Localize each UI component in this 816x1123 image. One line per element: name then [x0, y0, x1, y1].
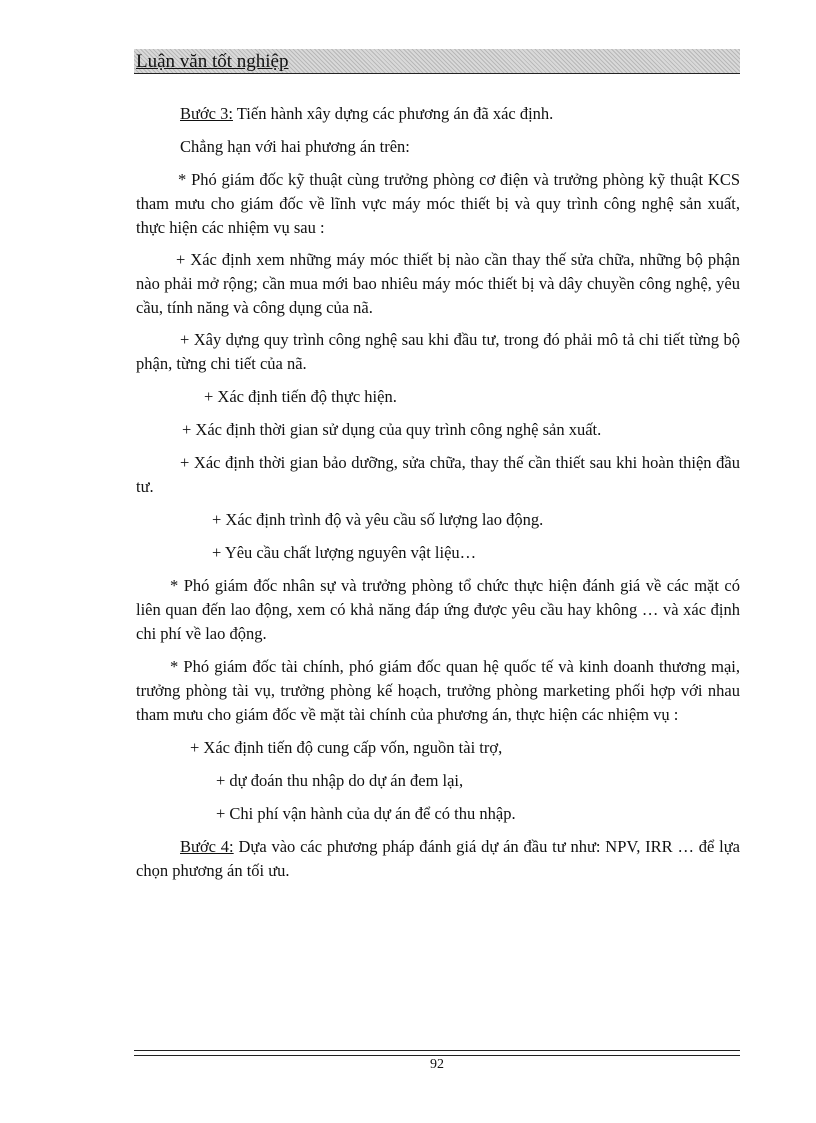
task-item-materials: + Yêu cầu chất lượng nguyên vật liệu…	[212, 543, 477, 562]
step-3-paragraph	[136, 102, 740, 126]
header-title: Luận văn tốt nghiệp	[136, 51, 289, 72]
step-3-label: Bước 3:	[180, 104, 233, 123]
task-item-operating-cost: + Chi phí vận hành của dự án để có thu nhập.	[216, 804, 516, 823]
task-item-labor-level: + Xác định trình độ và yêu cầu số lượng lao động.	[212, 510, 544, 529]
task-item-equipment: + Xác định xem những máy móc thiết bị nào cần thay thế sửa chữa, những bộ phận nào phải mở rộng; cần mua mới bao nhiêu máy móc thiết bị và dây chuyền công nghệ, yêu cầu, tính năng và công dụng của nã.	[136, 250, 740, 317]
task-item-funding: + Xác định tiến độ cung cấp vốn, nguồn tài trợ,	[190, 738, 503, 757]
task-item-process: + Xây dựng quy trình công nghệ sau khi đầu tư, trong đó phải mô tả chi tiết từng bộ phận, từng chi tiết của nã.	[136, 330, 740, 373]
step-3-text: Tiến hành xây dựng các phương án đã xác định.	[232, 104, 554, 123]
technical-director-paragraph: * Phó giám đốc kỹ thuật cùng trưởng phòng cơ điện và trưởng phòng kỹ thuật KCS tham mưu cho giám đốc về lĩnh vực máy móc thiết bị và quy trình công nghệ sản xuất, thực hiện các nhiệm vụ sau :	[136, 170, 740, 237]
task-item-income-forecast: + dự đoán thu nhập do dự án đem lại,	[216, 771, 464, 790]
task-item-maintenance: + Xác định thời gian bảo dưỡng, sửa chữa, thay thế cần thiết sau khi hoàn thiện đầu tư.	[136, 453, 740, 496]
task-item-usage-time: + Xác định thời gian sử dụng của quy trình công nghệ sản xuất.	[182, 420, 602, 439]
hr-director-paragraph: * Phó giám đốc nhân sự và trưởng phòng tổ chức thực hiện đánh giá về các mặt có liên quan đến lao động, xem có khả năng đáp ứng được yêu cầu hay không … và xác định chi phí về lao động.	[136, 576, 740, 643]
task-item-schedule: + Xác định tiến độ thực hiện.	[204, 387, 397, 406]
footer-divider	[134, 1050, 740, 1056]
step-4-label: Bước 4:	[180, 837, 234, 856]
step-4-text: Dựa vào các phương pháp đánh giá dự án đầu tư như: NPV, IRR … để lựa chọn phương án tối ưu.	[136, 837, 740, 880]
step-4-paragraph	[136, 835, 740, 883]
page-header	[134, 49, 740, 74]
intro-paragraph: Chẳng hạn với hai phương án trên:	[180, 137, 410, 156]
document-body	[136, 98, 740, 883]
finance-director-paragraph: * Phó giám đốc tài chính, phó giám đốc quan hệ quốc tế và kinh doanh thương mại, trưởng phòng tài vụ, trưởng phòng kế hoạch, trưởng phòng marketing phối hợp với nhau tham mưu cho giám đốc về mặt tài chính của phương án, thực hiện các nhiệm vụ :	[136, 657, 740, 724]
page-number: 92	[430, 1057, 444, 1072]
